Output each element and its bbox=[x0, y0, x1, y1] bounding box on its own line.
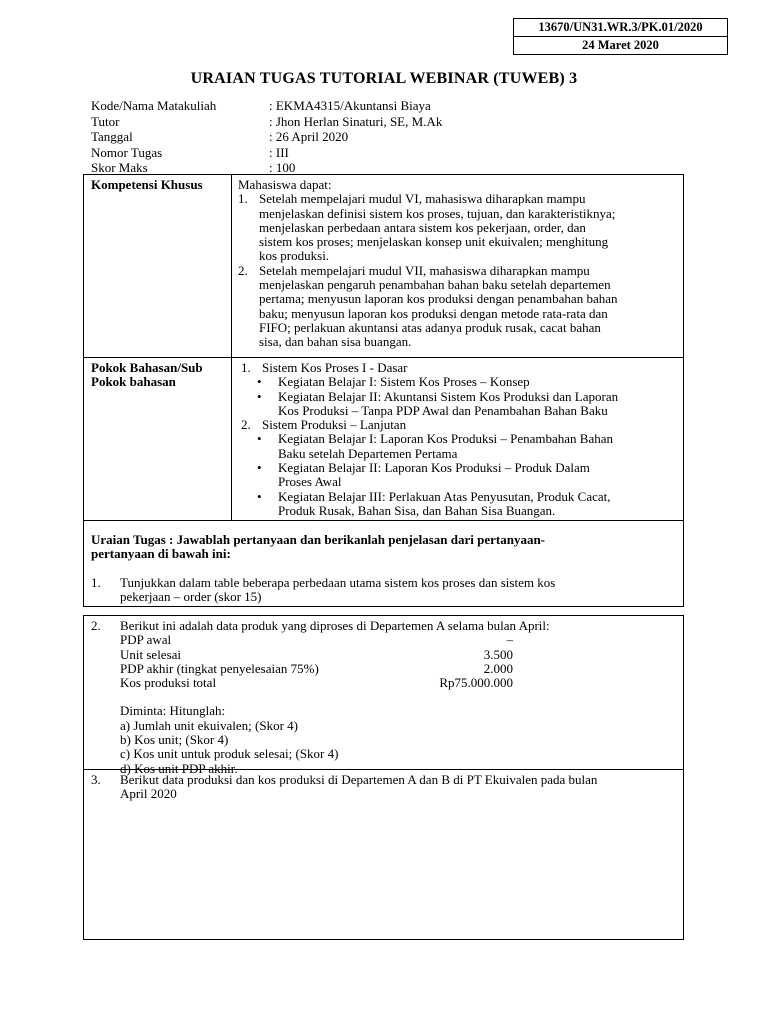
question-1: 1. Tunjukkan dalam table beberapa perbedaan utama sistem kos proses dan sistem kos pekerjaan – order (skor 15) bbox=[91, 574, 556, 604]
list-item: b) Kos unit; (Skor 4) bbox=[120, 732, 229, 748]
meta-row: Tanggal : 26 April 2020 bbox=[91, 129, 349, 144]
competency-table bbox=[83, 174, 684, 607]
data-table bbox=[120, 633, 513, 690]
bullet-icon: • bbox=[257, 460, 262, 476]
list-item: • Kegiatan Belajar III: Perlakuan Atas Penyusutan, Produk Cacat, Produk Rusak, Bahan Sisa, dan Bahan Sisa Buangan. bbox=[257, 488, 611, 518]
table-row: Unit selesai 3.500 bbox=[120, 646, 513, 662]
list-item: • Kegiatan Belajar I: Laporan Kos Produksi – Penambahan Bahan Baku setelah Departemen Pertama bbox=[257, 431, 614, 461]
pokok-bahasan-content bbox=[232, 358, 683, 520]
list-item: d) Kos unit PDP akhir. bbox=[120, 760, 238, 776]
list-item: c) Kos unit untuk produk selesai; (Skor 4) bbox=[120, 746, 339, 762]
meta-row: Skor Maks : 100 bbox=[91, 160, 296, 175]
course-info bbox=[91, 98, 442, 176]
table-row: PDP awal – bbox=[120, 632, 513, 648]
kompetensi-row bbox=[84, 175, 683, 358]
kompetensi-intro: Mahasiswa dapat: bbox=[238, 177, 332, 192]
question-2-intro: Berikut ini adalah data produk yang diproses di Departemen A selama bulan April: bbox=[120, 618, 550, 633]
meta-row: Nomor Tugas : III bbox=[91, 144, 289, 160]
list-item: a) Jumlah unit ekuivalen; (Skor 4) bbox=[120, 717, 298, 733]
uraian-heading: Uraian Tugas : Jawablah pertanyaan dan berikanlah penjelasan dari pertanyaan- pertanyaan di bawah ini: bbox=[91, 532, 546, 562]
list-item: 1. Setelah mempelajari mudul VI, mahasiswa diharapkan mampu menjelaskan definisi sistem kos proses, tujuan, dan karakteristiknya; menjelaskan perbedaan antara sistem kos pekerjaan, order, dan sistem kos proses; menjelaskan konsep unit ekuivalen; menghitung kos produksi. bbox=[238, 191, 616, 264]
bullet-icon: • bbox=[257, 431, 262, 447]
list-item: 1. Sistem Kos Proses I - Dasar bbox=[241, 360, 408, 375]
table-row: Kos produksi total Rp75.000.000 bbox=[120, 675, 513, 691]
list-item: • Kegiatan Belajar II: Laporan Kos Produksi – Produk Dalam Proses Awal bbox=[257, 460, 590, 490]
bullet-icon: • bbox=[257, 388, 262, 404]
bullet-icon: • bbox=[257, 374, 262, 390]
meta-row: Kode/Nama Matakuliah : EKMA4315/Akuntansi Biaya bbox=[91, 98, 431, 113]
list-item: • Kegiatan Belajar II: Akuntansi Sistem Kos Produksi dan Laporan Kos Produksi – Tanpa PDP Awal dan Penambahan Bahan Baku bbox=[257, 388, 619, 418]
diminta-label: Diminta: Hitunglah: bbox=[120, 703, 226, 719]
questions-table bbox=[83, 615, 684, 940]
table-row: PDP akhir (tingkat penyelesaian 75%) 2.000 bbox=[120, 660, 513, 676]
pokok-bahasan-row bbox=[84, 358, 683, 521]
list-item: 2. Setelah mempelajari mudul VII, mahasiswa diharapkan mampu menjelaskan pengaruh penambahan bahan baku setelah departemen pertama; menyusun laporan kos produksi dengan penambahan bahan baku; menyusun laporan kos produksi dengan metode rata-rata dan FIFO; perlakuan akuntansi atas adanya produk rusak, cacat bahan sisa, dan bahan sisa buangan. bbox=[238, 262, 618, 350]
meta-row: Tutor : Jhon Herlan Sinaturi, SE, M.Ak bbox=[91, 113, 443, 129]
kompetensi-content bbox=[232, 175, 683, 357]
list-item: 2. Sistem Produksi – Lanjutan bbox=[241, 417, 407, 433]
document-date: 24 Maret 2020 bbox=[514, 37, 728, 55]
document-code-box bbox=[513, 18, 728, 55]
question-3: 3. Berikut data produksi dan kos produksi di Departemen A dan B di PT Ekuivalen pada bulan April 2020 bbox=[91, 772, 598, 802]
pokok-bahasan-label: Pokok Bahasan/Sub Pokok bahasan bbox=[84, 358, 232, 520]
document-number: 13670/UN31.WR.3/PK.01/2020 bbox=[514, 19, 728, 37]
question-2: 2. Berikut ini adalah data produk yang diproses di Departemen A selama bulan April: PDP awal – Unit selesai 3.500 PDP akhir (tingkat penyelesaian 75%) 2.000 Kos produksi total Rp75.000.000 Diminta: Hitunglah: a) Jumlah unit ekuivalen; (Skor 4) b) Kos unit; (Skor 4) c) Kos unit untuk produk selesai; (Skor 4) d) Kos unit PDP akhir. bbox=[84, 616, 683, 770]
kompetensi-label: Kompetensi Khusus bbox=[84, 175, 232, 357]
uraian-tugas-section bbox=[84, 521, 683, 604]
page-title: URAIAN TUGAS TUTORIAL WEBINAR (TUWEB) 3 bbox=[190, 70, 578, 87]
list-item: • Kegiatan Belajar I: Sistem Kos Proses – Konsep bbox=[257, 374, 530, 390]
bullet-icon: • bbox=[257, 488, 262, 504]
